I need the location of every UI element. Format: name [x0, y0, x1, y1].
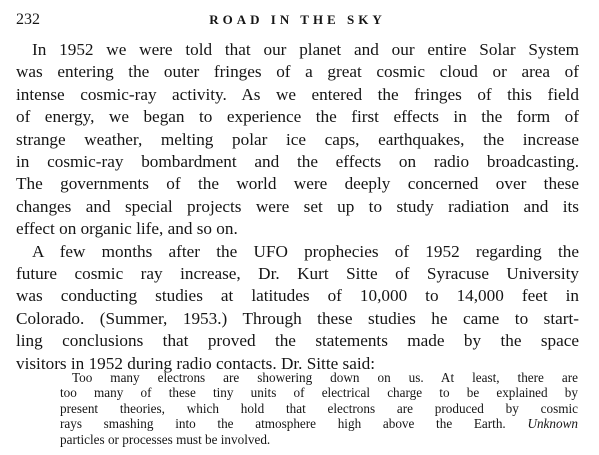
quote-line: too many of these tiny units of electrical charge to be explained by [60, 385, 578, 401]
text-line: A few months after the UFO prophecies of 1952 regarding the [32, 241, 579, 261]
paragraph-solar-system [16, 39, 579, 241]
quote-line [60, 416, 578, 431]
quote-line: particles or processes must be involved. [60, 431, 271, 447]
text-line: visitors in 1952 during radio contacts. Dr. Sitte said: [16, 353, 375, 373]
text-line: ling conclusions that proved the statements made by the space [16, 331, 579, 351]
text-line: effect on organic life, and so on. [16, 219, 238, 239]
text-line: The governments of the world were deeply concerned over these [16, 174, 579, 194]
page-number: 232 [16, 11, 40, 28]
quote-line: present theories, which hold that electrons are produced by cosmic [60, 400, 578, 416]
text-line: intense cosmic-ray activity. As we entered the fringes of this field [16, 84, 579, 104]
text-line: of energy, we began to experience the first effects in the form of [16, 107, 579, 127]
text-line: strange weather, melting polar ice caps, earthquakes, the increase [16, 129, 579, 149]
text-line: changes and special projects were set up to study radiation and its [16, 196, 579, 216]
quote-line-text: rays smashing into the atmosphere high above the Earth. [60, 416, 506, 432]
paragraph-ufo-prophecies [16, 241, 579, 375]
running-title: ROAD IN THE SKY [209, 12, 386, 27]
text-line: was conducting studies at latitudes of 10,000 to 14,000 feet in [16, 286, 579, 306]
text-line: was entering the outer fringes of a great cosmic cloud or area of [16, 62, 579, 82]
block-quote [60, 370, 578, 447]
quote-line: Too many electrons are showering down on us. At least, there are [72, 370, 578, 385]
running-head [16, 10, 579, 30]
body-text [16, 39, 579, 375]
text-line: In 1952 we were told that our planet and our entire Solar System [32, 40, 579, 59]
text-line: future cosmic ray increase, Dr. Kurt Sitte of Syracuse University [16, 264, 579, 284]
text-line: in cosmic-ray bombardment and the effects on radio broadcasting. [16, 152, 579, 172]
text-line: Colorado. (Summer, 1953.) Through these studies he came to start- [16, 308, 579, 328]
italic-word: Unknown [527, 416, 578, 432]
